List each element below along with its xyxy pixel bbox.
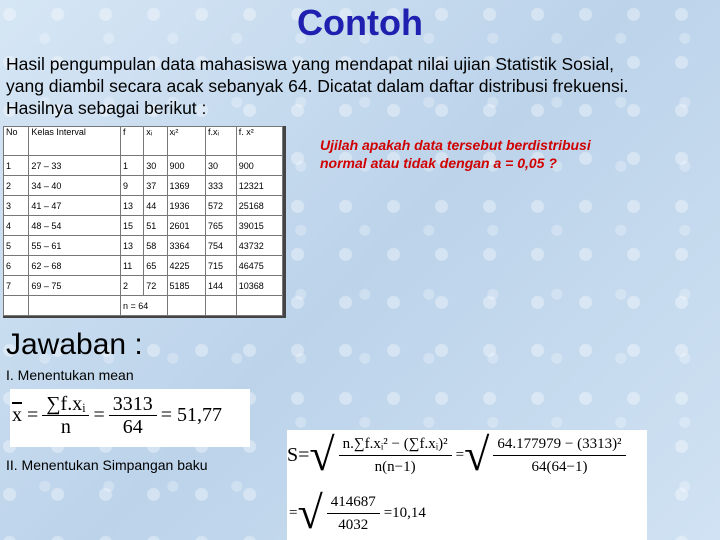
table-cell: 144 — [205, 276, 236, 296]
table-cell: 27 – 33 — [29, 156, 121, 176]
header-f: f — [120, 127, 143, 156]
table-cell: 13 — [120, 236, 143, 256]
table-cell: 51 — [144, 216, 167, 236]
mean-result: = 51,77 — [160, 404, 223, 426]
table-cell: 2601 — [167, 216, 205, 236]
header-xi2: xᵢ² — [167, 127, 205, 156]
table-row — [4, 196, 283, 216]
table-cell: 69 – 75 — [29, 276, 121, 296]
table-row — [4, 256, 283, 276]
table-cell: 4225 — [167, 256, 205, 276]
table-cell: 65 — [144, 256, 167, 276]
sd-num-general: n.∑f.xᵢ² − (∑f.xᵢ)² — [339, 433, 452, 456]
table-cell: 10368 — [236, 276, 282, 296]
mean-symbol: $\overline{x}$ — [12, 404, 22, 426]
question-line-1: Ujilah apakah data tersebut berdistribusi — [320, 137, 591, 153]
table-cell: 11 — [120, 256, 143, 276]
table-total-row — [4, 296, 283, 316]
intro-line-2: yang diambil secara acak sebanyak 64. Dicatat dalam daftar distribusi frekuensi. — [6, 76, 629, 96]
sd-fraction-values — [493, 433, 625, 478]
table-cell: 3364 — [167, 236, 205, 256]
table-header-row — [4, 127, 283, 156]
table-cell: 48 – 54 — [29, 216, 121, 236]
table-cell: 715 — [205, 256, 236, 276]
table-cell: 2 — [120, 276, 143, 296]
slide-title: Contoh — [297, 2, 423, 43]
sd-fraction-final — [327, 491, 380, 536]
table-cell: 37 — [144, 176, 167, 196]
step-sd-label: II. Menentukan Simpangan baku — [6, 457, 208, 473]
table-cell: 25168 — [236, 196, 282, 216]
sd-num-final: 414687 — [327, 491, 380, 514]
step-mean-label: I. Menentukan mean — [6, 367, 134, 383]
table-cell: 7 — [4, 276, 29, 296]
header-class-interval: Kelas Interval — [29, 127, 121, 156]
header-fxi: f.xᵢ — [205, 127, 236, 156]
table-cell: 754 — [205, 236, 236, 256]
table-cell: 72 — [144, 276, 167, 296]
table-row — [4, 216, 283, 236]
table-cell: 765 — [205, 216, 236, 236]
sd-result: =10,14 — [383, 504, 426, 521]
table-cell: 900 — [167, 156, 205, 176]
mean-den-general: n — [60, 416, 71, 438]
frequency-table — [3, 126, 283, 316]
table-cell: 30 — [205, 156, 236, 176]
table-cell: 34 – 40 — [29, 176, 121, 196]
table-cell: 333 — [205, 176, 236, 196]
answer-heading: Jawaban : — [6, 328, 143, 361]
table-cell: 1936 — [167, 196, 205, 216]
table-cell: 572 — [205, 196, 236, 216]
table-cell: 13 — [120, 196, 143, 216]
mean-num-value: 3313 — [109, 393, 157, 416]
table-cell: 5 — [4, 236, 29, 256]
table-total-cell: n = 64 — [120, 296, 167, 316]
table-cell: 12321 — [236, 176, 282, 196]
table-cell: 900 — [236, 156, 282, 176]
sd-fraction-general — [339, 433, 452, 478]
table-cell: 30 — [144, 156, 167, 176]
intro-line-1: Hasil pengumpulan data mahasiswa yang mendapat nilai ujian Statistik Sosial, — [6, 54, 614, 74]
table-row — [4, 236, 283, 256]
table-cell: 43732 — [236, 236, 282, 256]
table-cell: 44 — [144, 196, 167, 216]
header-no: No — [4, 127, 29, 156]
question-line-2: normal atau tidak dengan a = 0,05 ? — [320, 155, 557, 171]
table-cell: 1369 — [167, 176, 205, 196]
table-cell: 58 — [144, 236, 167, 256]
mean-fraction-values — [109, 393, 157, 438]
intro-line-3: Hasilnya sebagai berikut : — [6, 98, 207, 118]
header-fx2: f. x² — [236, 127, 282, 156]
table-cell: 2 — [4, 176, 29, 196]
mean-fraction-general — [42, 393, 89, 438]
table-row — [4, 156, 283, 176]
standard-deviation-formula: S= √ $\frac{\text{n.∑f.xᵢ² − (∑f.xᵢ)²}}{n(n-1)}$ = √ $\frac{\text{64.177979 − (3313)²}}{64(64-1)}$ = √ $\frac{414687}{4032}$ =10,14 — [287, 430, 647, 540]
question-text — [320, 136, 650, 172]
table-cell: 4 — [4, 216, 29, 236]
intro-paragraph — [6, 53, 716, 119]
sd-symbol: S= — [287, 443, 310, 466]
table-cell: 15 — [120, 216, 143, 236]
mean-num-general: ∑f.xᵢ — [42, 393, 89, 416]
sd-num-value: 64.177979 − (3313)² — [493, 433, 625, 456]
table-cell: 1 — [120, 156, 143, 176]
table-cell: 9 — [120, 176, 143, 196]
table-cell: 1 — [4, 156, 29, 176]
sd-den-value: 64(64−1) — [531, 458, 588, 475]
table-row — [4, 176, 283, 196]
table-cell: 39015 — [236, 216, 282, 236]
frequency-table-image — [3, 126, 286, 318]
mean-den-value: 64 — [122, 416, 143, 438]
table-cell: 5185 — [167, 276, 205, 296]
table-row — [4, 276, 283, 296]
table-cell: 3 — [4, 196, 29, 216]
sd-den-final: 4032 — [338, 516, 369, 533]
sd-den-general: n(n−1) — [374, 458, 416, 475]
table-cell: 6 — [4, 256, 29, 276]
mean-formula: $\overline{x}$ = $\frac{\text{∑f.xᵢ}}{n}$ = $\frac{3313}{64}$ = 51,77 — [10, 389, 250, 447]
table-cell: 62 – 68 — [29, 256, 121, 276]
table-cell: 41 – 47 — [29, 196, 121, 216]
table-cell: 46475 — [236, 256, 282, 276]
header-xi: xᵢ — [144, 127, 167, 156]
table-cell: 55 – 61 — [29, 236, 121, 256]
